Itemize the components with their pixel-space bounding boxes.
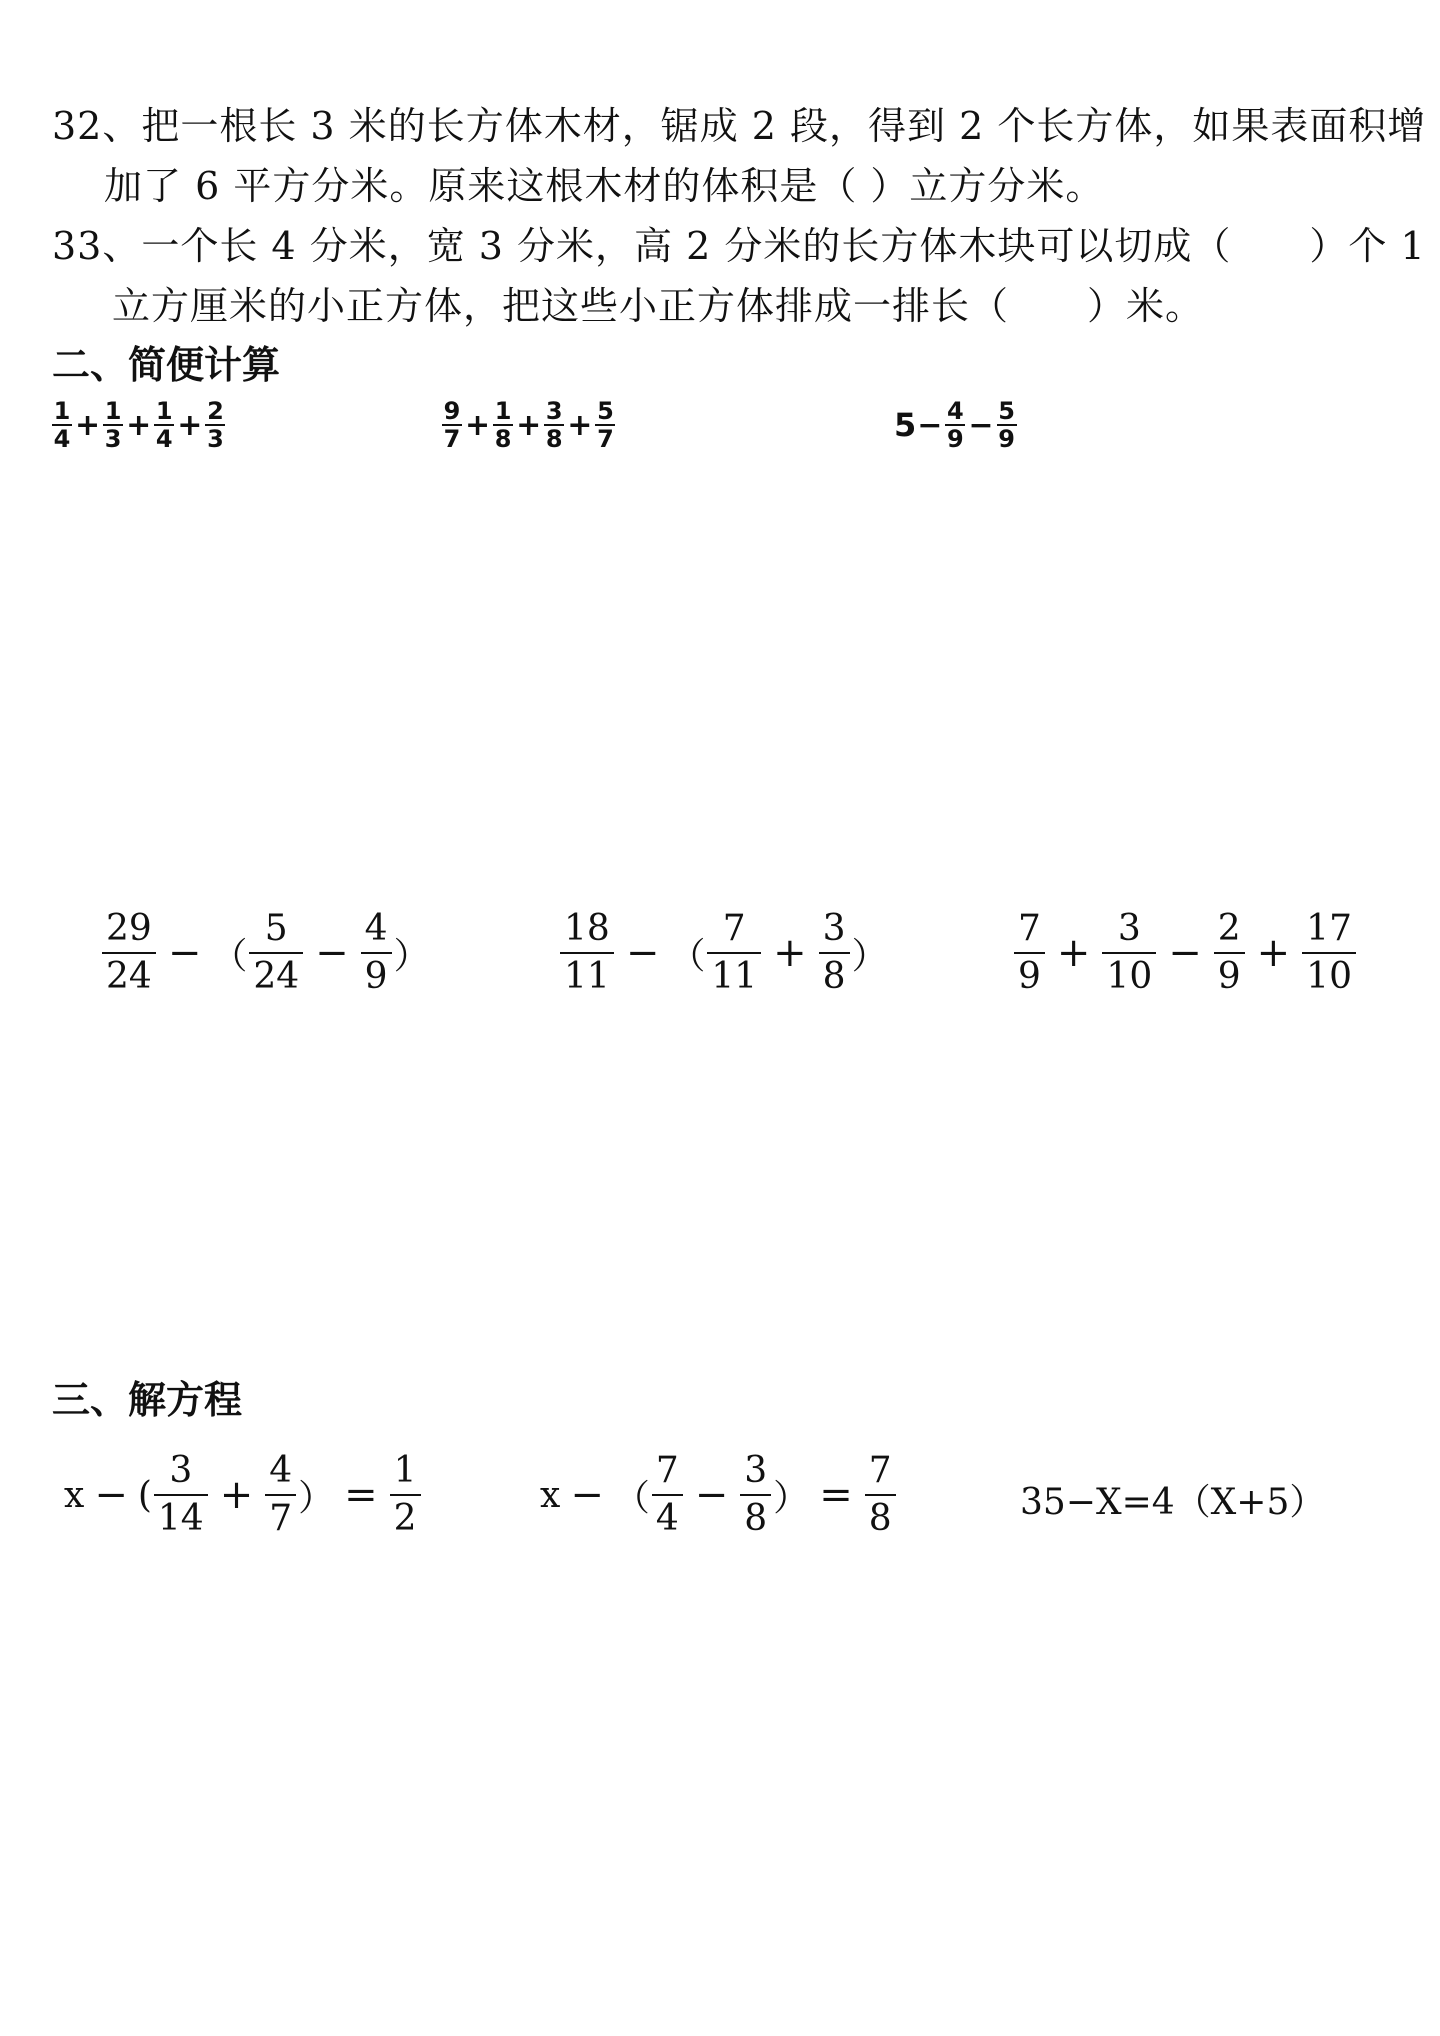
numerator: 3 (1117, 908, 1141, 949)
fraction (544, 398, 564, 452)
fraction (52, 398, 72, 452)
simplify-expression-1 (50, 398, 227, 452)
numerator: 4 (364, 908, 388, 949)
numerator: 7 (722, 908, 746, 949)
fraction (560, 906, 614, 1000)
fraction (390, 1448, 421, 1542)
fraction (707, 906, 761, 1000)
equation-2 (540, 1448, 898, 1542)
denominator: 9 (1018, 956, 1041, 997)
equation-3 (1020, 1474, 1325, 1525)
operator: − (694, 1472, 729, 1518)
numerator: 18 (564, 908, 610, 949)
operator: − (1168, 930, 1202, 976)
denominator: 11 (564, 956, 610, 997)
numerator: 1 (494, 397, 512, 425)
simplify-expression-4 (100, 906, 430, 1000)
denominator: 10 (1106, 956, 1153, 997)
operator: + (773, 930, 807, 976)
denominator: 7 (443, 425, 461, 453)
denominator: 4 (53, 425, 71, 453)
denominator: 9 (998, 425, 1015, 453)
denominator: 8 (494, 425, 512, 453)
operator: + (177, 407, 203, 443)
denominator: 8 (545, 425, 563, 453)
numerator: 17 (1306, 908, 1352, 949)
operator: − (94, 1472, 128, 1518)
operator: − (625, 930, 660, 976)
section-simplify-title: 二、简便计算 (52, 343, 281, 387)
operator: + (1056, 930, 1091, 976)
simplify-expression-2 (440, 398, 617, 452)
right-paren: ） (298, 1477, 335, 1519)
denominator: 3 (207, 425, 224, 453)
denominator: 7 (597, 425, 614, 453)
left-paren: （ (613, 1477, 650, 1519)
fraction (865, 1448, 896, 1542)
fraction (102, 906, 156, 1000)
numerator: 7 (655, 1450, 679, 1491)
integer: 5 (894, 406, 917, 444)
fraction (1302, 906, 1356, 1000)
denominator: 8 (868, 1498, 892, 1539)
numerator: 1 (104, 397, 122, 425)
denominator: 4 (155, 425, 173, 453)
fraction (442, 398, 462, 452)
numerator: 7 (1018, 908, 1041, 949)
operator: + (75, 407, 101, 443)
operator: + (1256, 930, 1291, 976)
problem-33-line2: 立方厘米的小正方体，把这些小正方体排成一排长（ ）米。 (112, 284, 1205, 328)
right-paren: ） (393, 935, 430, 977)
denominator: 14 (157, 1498, 204, 1539)
numerator: 3 (545, 397, 563, 425)
fraction (154, 398, 174, 452)
numerator: 5 (998, 397, 1015, 425)
operator: − (167, 930, 202, 976)
numerator: 29 (106, 908, 152, 949)
numerator: 1 (155, 397, 173, 425)
operator: − (968, 407, 994, 443)
fraction (1014, 906, 1045, 1000)
denominator: 2 (393, 1498, 417, 1539)
operator: + (219, 1472, 254, 1518)
numerator: 1 (393, 1450, 417, 1491)
numerator: 7 (868, 1450, 892, 1491)
equation-text: 35−X=4（X+5） (1020, 1482, 1326, 1523)
left-paren: （ (669, 935, 706, 977)
fraction (361, 906, 392, 1000)
numerator: 3 (744, 1450, 768, 1491)
simplify-expression-5 (558, 906, 888, 1000)
left-paren: ( (137, 1474, 152, 1516)
numerator: 3 (169, 1450, 193, 1491)
simplify-expression-6 (1012, 906, 1358, 1000)
problem-32-line1: 32、把一根长 3 米的长方体木材，锯成 2 段，得到 2 个长方体，如果表面积增 (52, 104, 1427, 148)
numerator: 1 (53, 397, 71, 425)
denominator: 24 (253, 956, 300, 997)
numerator: 5 (597, 397, 614, 425)
denominator: 8 (744, 1498, 768, 1539)
denominator: 9 (947, 425, 964, 453)
denominator: 9 (364, 956, 388, 997)
right-paren: ） (773, 1477, 810, 1519)
fraction (819, 906, 850, 1000)
equals-sign: = (819, 1472, 853, 1518)
problem-32-line2: 加了 6 平方分米。原来这根木材的体积是（ ）立方分米。 (104, 164, 1105, 208)
fraction (249, 906, 303, 1000)
fraction (103, 398, 123, 452)
operator: − (570, 1472, 604, 1518)
denominator: 24 (106, 956, 152, 997)
denominator: 9 (1217, 956, 1241, 997)
operator: + (126, 407, 152, 443)
operator: − (315, 930, 349, 976)
operator: + (465, 407, 491, 443)
operator: + (516, 407, 542, 443)
denominator: 4 (655, 1498, 679, 1539)
left-paren: （ (211, 935, 248, 977)
simplify-expression-3 (894, 398, 1019, 452)
numerator: 3 (822, 908, 846, 949)
denominator: 3 (104, 425, 122, 453)
numerator: 2 (1217, 908, 1241, 949)
fraction (154, 1448, 208, 1542)
problem-33-line1: 33、一个长 4 分米，宽 3 分米，高 2 分米的长方体木块可以切成（ ）个 1 (52, 224, 1426, 268)
fraction (265, 1448, 296, 1542)
numerator: 4 (269, 1450, 293, 1491)
fraction (493, 398, 513, 452)
fraction (595, 398, 615, 452)
variable: x (540, 1474, 561, 1516)
equation-1 (64, 1448, 423, 1542)
section-equation-title: 三、解方程 (52, 1378, 243, 1422)
fraction (652, 1448, 683, 1542)
fraction (997, 398, 1017, 452)
fraction (1214, 906, 1245, 1000)
numerator: 4 (947, 397, 964, 425)
equals-sign: = (344, 1472, 378, 1518)
denominator: 8 (822, 956, 846, 997)
numerator: 2 (207, 397, 224, 425)
fraction (945, 398, 965, 452)
denominator: 7 (269, 1498, 293, 1539)
operator: − (917, 407, 943, 443)
right-paren: ） (851, 935, 888, 977)
denominator: 10 (1306, 956, 1352, 997)
fraction (205, 398, 225, 452)
variable: x (64, 1474, 85, 1516)
fraction (1102, 906, 1156, 1000)
numerator: 9 (443, 397, 461, 425)
denominator: 11 (711, 956, 758, 997)
numerator: 5 (264, 908, 288, 949)
operator: + (567, 407, 593, 443)
fraction (740, 1448, 771, 1542)
